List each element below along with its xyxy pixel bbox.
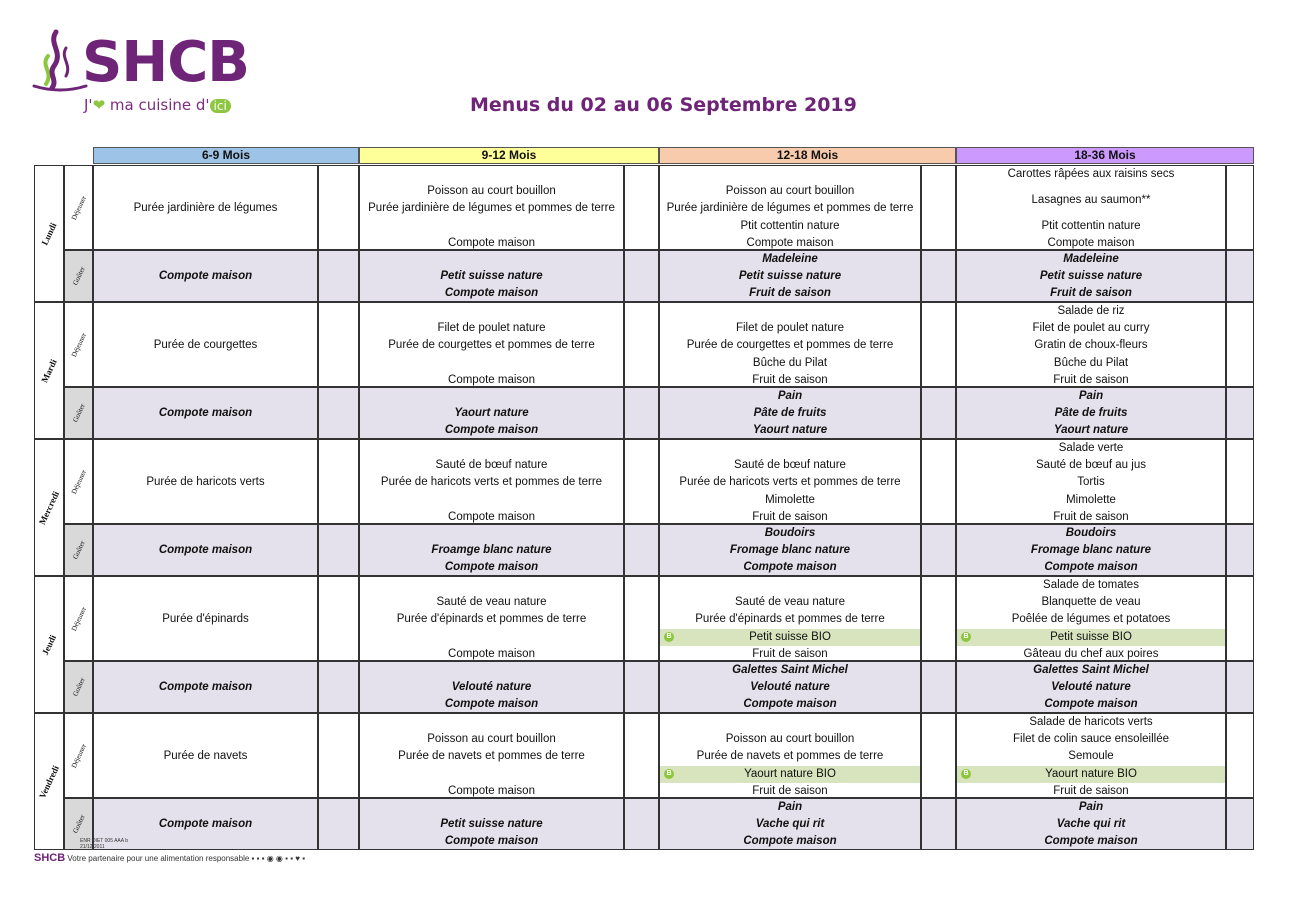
- menu-item: Purée jardinière de légumes et pommes de terre: [368, 202, 615, 215]
- menu-item: Compote maison: [743, 835, 837, 848]
- meal-label-gouter: Goûter: [64, 524, 93, 576]
- menu-item: Compote maison: [1044, 561, 1138, 574]
- menu-item: Madeleine: [1063, 253, 1119, 265]
- menu-item: Sauté de bœuf nature: [435, 459, 548, 472]
- menu-item: Mimolette: [1066, 493, 1116, 506]
- day-block: [34, 576, 1254, 713]
- empty-cell: [624, 302, 659, 387]
- menu-item: Fromage blanc nature: [729, 544, 851, 557]
- column-header: 6-9 Mois: [93, 147, 359, 164]
- menu-item: Pain: [777, 390, 803, 402]
- menu-cell: [659, 661, 921, 713]
- menu-cell: [93, 387, 318, 439]
- menu-cell: [93, 439, 318, 524]
- empty-cell: [318, 713, 359, 798]
- menu-item: Compote maison: [444, 561, 539, 574]
- menu-item: Gratin de choux-fleurs: [1034, 339, 1148, 352]
- menu-item: B Petit suisse BIO: [957, 629, 1225, 646]
- menu-item: B Yaourt nature BIO: [660, 766, 920, 783]
- empty-cell: [318, 661, 359, 713]
- empty-cell: [318, 165, 359, 250]
- menu-item: Fruit de saison: [1050, 287, 1132, 300]
- menu-item: Compote maison: [444, 424, 539, 437]
- empty-cell: [921, 439, 956, 524]
- menu-item: Fruit de saison: [752, 784, 828, 797]
- menu-item: Fruit de saison: [1053, 784, 1129, 797]
- menu-item: Compote maison: [746, 236, 834, 249]
- menu-item: Purée de courgettes et pommes de terre: [388, 339, 595, 352]
- document-reference: ENR DIET 005 AAA b 21/12/2011: [80, 838, 128, 850]
- menu-item: Purée de haricots verts: [146, 476, 265, 489]
- menu-item: Compote maison: [448, 373, 535, 386]
- day-block: [34, 165, 1254, 302]
- day-block: [34, 439, 1254, 576]
- empty-cell: [921, 713, 956, 798]
- meal-label-dejeuner: Déjeuner: [64, 302, 93, 387]
- menu-item: Pâte de fruits: [1054, 407, 1128, 420]
- empty-cell: [921, 165, 956, 250]
- empty-cell: [318, 798, 359, 850]
- meal-label-dejeuner: Déjeuner: [64, 165, 93, 250]
- meal-label-dejeuner: Déjeuner: [64, 576, 93, 661]
- menu-cell: [956, 165, 1226, 250]
- empty-cell: [1226, 524, 1254, 576]
- menu-item: Compote maison: [158, 544, 253, 557]
- menu-item: Purée de navets et pommes de terre: [398, 750, 585, 763]
- menu-item: Madeleine: [762, 253, 818, 265]
- menu-cell: [956, 524, 1226, 576]
- menu-item: Fruit de saison: [752, 373, 828, 386]
- menu-item: Petit suisse nature: [440, 818, 543, 831]
- empty-cell: [624, 798, 659, 850]
- day-block: [34, 713, 1254, 850]
- menu-item: Poisson au court bouillon: [725, 733, 855, 746]
- menu-item: Compote maison: [448, 510, 535, 523]
- empty-cell: [1226, 439, 1254, 524]
- empty-cell: [318, 576, 359, 661]
- menu-item: Compote maison: [444, 287, 539, 300]
- menu-item: Sauté de bœuf au jus: [1036, 459, 1146, 472]
- menu-item: Salade verte: [1058, 442, 1124, 454]
- menu-item: Fruit de saison: [752, 647, 828, 660]
- certification-logos-icon: ▪ ▪ ▪ ◉ ◉ ▪ ▪ ♥ ▪: [251, 854, 306, 863]
- menu-item: Poisson au court bouillon: [725, 185, 855, 198]
- empty-cell: [1226, 798, 1254, 850]
- menu-item: Compote maison: [1044, 835, 1138, 848]
- day-label: Jeudi: [34, 576, 64, 713]
- menu-item: Compote maison: [158, 681, 253, 694]
- meal-label-dejeuner: Déjeuner: [64, 713, 93, 798]
- menu-item: Compote maison: [743, 561, 837, 574]
- brand-tagline: J'❤ ma cuisine d' ici: [84, 96, 231, 114]
- menu-cell: [659, 439, 921, 524]
- menu-cell: [359, 302, 624, 387]
- empty-cell: [921, 250, 956, 302]
- menu-cell: [359, 798, 624, 850]
- menu-item: Boudoirs: [1065, 527, 1117, 539]
- column-header: 12-18 Mois: [659, 147, 956, 164]
- empty-cell: [921, 524, 956, 576]
- column-header: 9-12 Mois: [359, 147, 659, 164]
- menu-cell: [659, 165, 921, 250]
- menu-item: Bûche du Pilat: [752, 356, 828, 369]
- menu-item: Compote maison: [448, 647, 535, 660]
- empty-cell: [921, 661, 956, 713]
- menu-item: Sauté de bœuf nature: [734, 459, 846, 472]
- menu-item: Carottes râpées aux raisins secs: [1007, 168, 1175, 180]
- menu-item: Pain: [777, 801, 803, 813]
- menu-item: Salade de riz: [1057, 305, 1125, 317]
- menu-cell: [93, 524, 318, 576]
- menu-item: B Petit suisse BIO: [660, 629, 920, 646]
- menu-item: Compote maison: [743, 698, 837, 711]
- empty-cell: [1226, 661, 1254, 713]
- menu-item: Purée de haricots verts et pommes de terre: [679, 476, 901, 489]
- menu-cell: [359, 387, 624, 439]
- brand-name: SHCB: [82, 30, 249, 95]
- empty-cell: [1226, 713, 1254, 798]
- menu-item: Sauté de veau nature: [436, 596, 547, 609]
- menu-item: Yaourt nature: [752, 424, 828, 437]
- menu-item: Fruit de saison: [749, 287, 831, 300]
- menu-cell: [956, 250, 1226, 302]
- menu-cell: [93, 250, 318, 302]
- menu-item: Semoule: [1068, 750, 1114, 763]
- empty-cell: [624, 661, 659, 713]
- menu-item: Lasagnes au saumon**: [1031, 193, 1151, 206]
- day-label: Mardi: [34, 302, 64, 439]
- menu-cell: [659, 250, 921, 302]
- menu-cell: [359, 250, 624, 302]
- menu-cell: [956, 302, 1226, 387]
- empty-cell: [921, 576, 956, 661]
- empty-cell: [921, 387, 956, 439]
- menu-cell: [956, 439, 1226, 524]
- empty-cell: [1226, 387, 1254, 439]
- empty-cell: [318, 250, 359, 302]
- empty-cell: [318, 439, 359, 524]
- menu-item: Filet de colin sauce ensoleillée: [1013, 733, 1169, 746]
- menu-cell: [956, 387, 1226, 439]
- column-header: 18-36 Mois: [956, 147, 1254, 164]
- menu-cell: [359, 524, 624, 576]
- empty-cell: [318, 387, 359, 439]
- bio-label-icon: B: [664, 769, 674, 779]
- menu-item: Galettes Saint Michel: [1033, 664, 1149, 676]
- meal-label-gouter: Goûter: [64, 798, 93, 850]
- bio-label-icon: B: [961, 769, 971, 779]
- menu-item: Froamge blanc nature: [431, 544, 552, 557]
- day-label: Mercredi: [34, 439, 64, 576]
- menu-item: Compote maison: [448, 236, 535, 249]
- menu-cell: [359, 661, 624, 713]
- menu-item: Purée de haricots verts et pommes de terre: [380, 476, 603, 489]
- menu-cell: [659, 524, 921, 576]
- menu-item: Purée de navets: [163, 750, 248, 763]
- menu-item: Filet de poulet nature: [437, 322, 546, 335]
- menu-item: Pâte de fruits: [753, 407, 827, 420]
- meal-label-gouter: Goûter: [64, 387, 93, 439]
- menu-cell: [659, 576, 921, 661]
- menu-item: Salade de haricots verts: [1029, 716, 1153, 728]
- menu-item: Salade de tomates: [1043, 579, 1139, 591]
- menu-item: Purée jardinière de légumes: [133, 202, 278, 215]
- empty-cell: [624, 524, 659, 576]
- menu-item: Purée d'épinards et pommes de terre: [396, 613, 587, 626]
- menu-item: Yaourt nature: [1053, 424, 1129, 437]
- menu-cell: [93, 302, 318, 387]
- menu-item: Fromage blanc nature: [1030, 544, 1152, 557]
- empty-cell: [1226, 302, 1254, 387]
- menu-cell: [93, 661, 318, 713]
- menu-item: Purée d'épinards et pommes de terre: [695, 613, 885, 626]
- menu-item: Poisson au court bouillon: [427, 733, 556, 746]
- menu-item: Poêlée de légumes et potatoes: [1011, 613, 1171, 626]
- menu-item: Pain: [1078, 390, 1104, 402]
- meal-label-dejeuner: Déjeuner: [64, 439, 93, 524]
- menu-item: Compote maison: [448, 784, 535, 797]
- menu-cell: [956, 798, 1226, 850]
- empty-cell: [624, 165, 659, 250]
- menu-item: Compote maison: [444, 698, 539, 711]
- menu-item: Petit suisse nature: [440, 270, 543, 283]
- day-label: Vendredi: [34, 713, 64, 850]
- menu-item: Fruit de saison: [752, 510, 828, 523]
- menu-item: Yaourt nature: [454, 407, 529, 420]
- menu-item: Sauté de veau nature: [735, 596, 845, 609]
- menu-item: Boudoirs: [764, 527, 816, 539]
- menu-item: Purée de courgettes et pommes de terre: [686, 339, 894, 352]
- empty-cell: [921, 302, 956, 387]
- menu-item: Purée d'épinards: [162, 613, 249, 626]
- menu-item: Velouté nature: [451, 681, 532, 694]
- menu-item: Poisson au court bouillon: [427, 185, 556, 198]
- menu-item: Galettes Saint Michel: [732, 664, 848, 676]
- menu-cell: [956, 576, 1226, 661]
- menu-item: Tortis: [1077, 476, 1105, 489]
- meal-label-gouter: Goûter: [64, 661, 93, 713]
- menu-item: Blanquette de veau: [1041, 596, 1141, 609]
- empty-cell: [1226, 250, 1254, 302]
- heart-icon: ❤: [92, 96, 106, 114]
- menu-item: Purée jardinière de légumes et pommes de terre: [666, 202, 914, 215]
- menu-item: Compote maison: [444, 835, 539, 848]
- menu-item: Gâteau du chef aux poires: [1023, 647, 1159, 660]
- menu-item: Filet de poulet nature: [735, 322, 845, 335]
- menu-item: Compote maison: [1047, 236, 1135, 249]
- empty-cell: [624, 387, 659, 439]
- menu-item: Pain: [1078, 801, 1104, 813]
- day-label: Lundi: [34, 165, 64, 302]
- empty-cell: [624, 250, 659, 302]
- empty-cell: [624, 713, 659, 798]
- menu-cell: [359, 713, 624, 798]
- empty-cell: [624, 439, 659, 524]
- menu-item: Mimolette: [765, 493, 815, 506]
- menu-item: Velouté nature: [1051, 681, 1131, 694]
- meal-label-gouter: Goûter: [64, 250, 93, 302]
- menu-item: B Yaourt nature BIO: [957, 766, 1225, 783]
- menu-item: Compote maison: [158, 407, 253, 420]
- page-title: Menus du 02 au 06 Septembre 2019: [470, 94, 857, 116]
- menu-item: Compote maison: [158, 270, 253, 283]
- menu-cell: [93, 713, 318, 798]
- day-block: [34, 302, 1254, 439]
- bio-label-icon: B: [961, 632, 971, 642]
- menu-item: Ptit cottentin nature: [1041, 219, 1141, 232]
- menu-item: Bûche du Pilat: [1053, 356, 1129, 369]
- footer: SHCB Votre partenaire pour une alimentation responsable ▪ ▪ ▪ ◉ ◉ ▪ ▪ ♥ ▪: [34, 852, 306, 864]
- menu-item: Compote maison: [1044, 698, 1138, 711]
- menu-item: Purée de courgettes: [153, 339, 258, 352]
- menu-item: Compote maison: [158, 818, 253, 831]
- menu-cell: [359, 576, 624, 661]
- empty-cell: [318, 302, 359, 387]
- menu-item: Purée de navets et pommes de terre: [696, 750, 884, 763]
- menu-cell: [93, 576, 318, 661]
- menu-item: Velouté nature: [750, 681, 830, 694]
- menu-cell: [359, 439, 624, 524]
- menu-item: Vache qui rit: [1056, 818, 1126, 831]
- menu-item: Vache qui rit: [755, 818, 825, 831]
- empty-cell: [1226, 576, 1254, 661]
- menu-cell: [93, 165, 318, 250]
- empty-cell: [921, 798, 956, 850]
- menu-item: Ptit cottentin nature: [740, 219, 840, 232]
- empty-cell: [1226, 165, 1254, 250]
- bio-label-icon: B: [664, 632, 674, 642]
- menu-cell: [659, 798, 921, 850]
- menu-item: Petit suisse nature: [1039, 270, 1143, 283]
- empty-cell: [624, 576, 659, 661]
- menu-item: Petit suisse nature: [738, 270, 842, 283]
- menu-cell: [359, 165, 624, 250]
- menu-cell: [659, 302, 921, 387]
- menu-cell: [956, 661, 1226, 713]
- menu-cell: [659, 713, 921, 798]
- menu-item: Fruit de saison: [1053, 373, 1129, 386]
- menu-item: Fruit de saison: [1053, 510, 1129, 523]
- empty-cell: [318, 524, 359, 576]
- menu-item: Filet de poulet au curry: [1032, 322, 1150, 335]
- menu-cell: [956, 713, 1226, 798]
- menu-cell: [659, 387, 921, 439]
